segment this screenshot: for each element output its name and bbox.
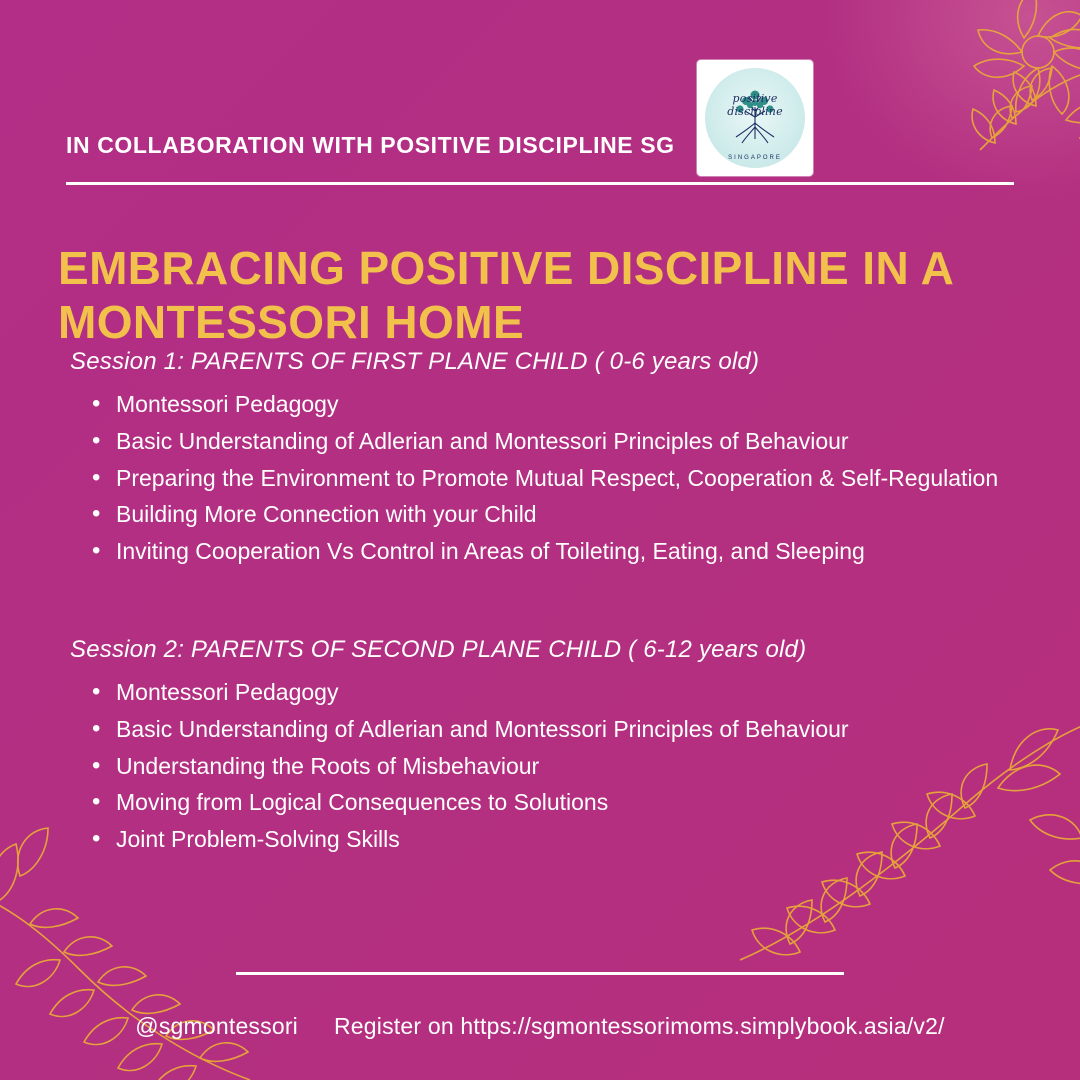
session-1-block	[70, 348, 1080, 570]
registration-link[interactable]: Register on https://sgmontessorimoms.simplybook.asia/v2/	[334, 1013, 945, 1039]
list-item: • Joint Problem-Solving Skills	[92, 821, 1080, 858]
list-item: • Understanding the Roots of Misbehaviour	[92, 748, 1080, 785]
list-item: • Basic Understanding of Adlerian and Montessori Principles of Behaviour	[92, 711, 1080, 748]
header-divider	[66, 182, 1014, 185]
session-2-topic-list	[70, 674, 1080, 858]
logo-circle	[705, 68, 805, 168]
page-title: EMBRACING POSITIVE DISCIPLINE IN A MONTESSORI HOME	[58, 241, 953, 349]
poster-header	[66, 60, 1014, 190]
session-2-heading: Session 2: PARENTS OF SECOND PLANE CHILD ( 6-12 years old)	[70, 636, 807, 663]
list-item: • Moving from Logical Consequences to Solutions	[92, 784, 1080, 821]
poster-footer	[0, 1013, 1080, 1040]
logo-wordmark-top: positive discipline	[727, 92, 783, 118]
logo-wordmark-bottom: SINGAPORE	[728, 155, 782, 161]
collaboration-text: IN COLLABORATION WITH POSITIVE DISCIPLINE SG	[66, 132, 675, 158]
positive-discipline-logo	[697, 60, 813, 176]
list-item: • Preparing the Environment to Promote Mutual Respect, Cooperation & Self-Regulation	[92, 460, 1080, 497]
social-handle: @sgmontessori	[135, 1013, 298, 1039]
list-item: • Inviting Cooperation Vs Control in Areas of Toileting, Eating, and Sleeping	[92, 533, 1080, 570]
session-1-topic-list	[70, 386, 1080, 570]
list-item: • Building More Connection with your Child	[92, 496, 1080, 533]
list-item: • Basic Understanding of Adlerian and Montessori Principles of Behaviour	[92, 423, 1080, 460]
session-1-heading: Session 1: PARENTS OF FIRST PLANE CHILD ( 0-6 years old)	[70, 348, 760, 375]
footer-divider	[236, 972, 844, 975]
list-item: • Montessori Pedagogy	[92, 386, 1080, 423]
session-2-block	[70, 636, 1080, 858]
list-item: • Montessori Pedagogy	[92, 674, 1080, 711]
